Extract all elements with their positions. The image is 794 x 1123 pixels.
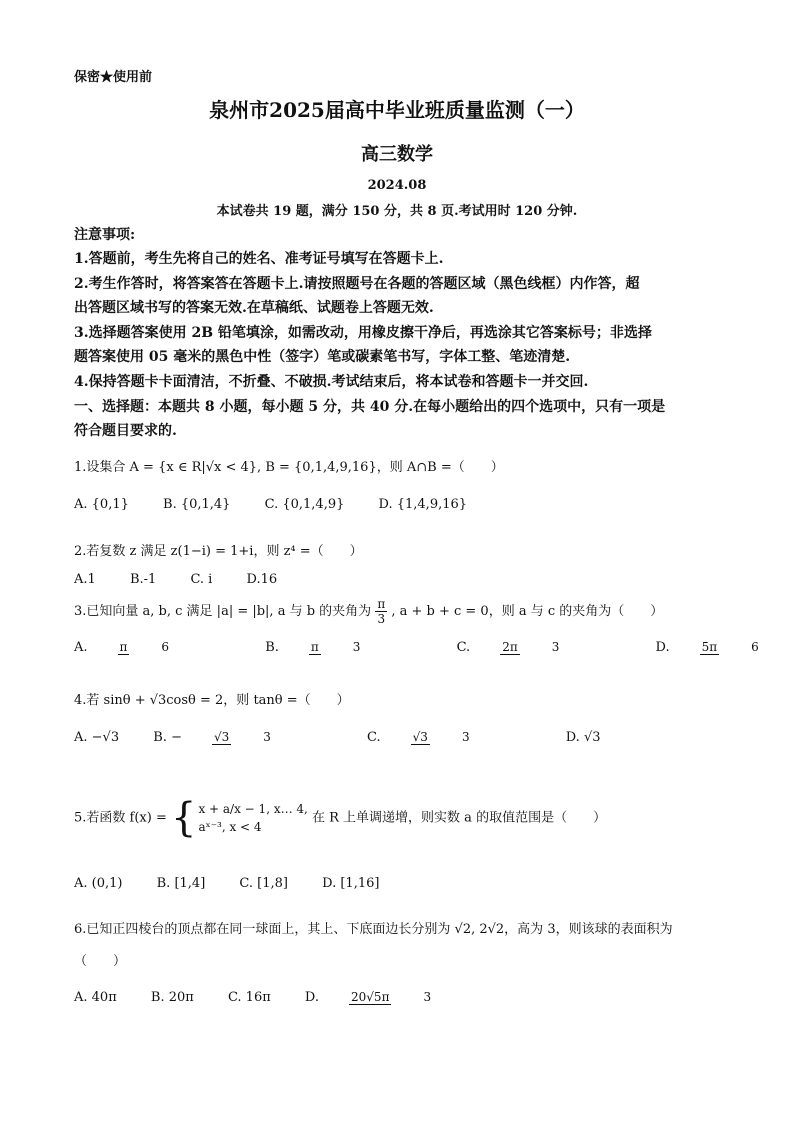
option-c: C. {0,1,4,9} [264, 497, 345, 512]
case-1: x + a/x − 1, x… 4, [198, 802, 308, 816]
exam-date: 2024.08 [367, 178, 427, 193]
option-d: D.16 [246, 572, 278, 587]
option-b: B. − √3 3 [153, 730, 271, 745]
question-3-stem-a: 3.已知向量 a, b, c 满足 |a| = |b|, a 与 b 的夹角为 [74, 604, 372, 619]
question-1: 1.设集合 A = {x ∈ R|√x < 4}, B = {0,1,4,9,16}，则 A∩B =（ ） [74, 460, 504, 475]
subject-title: 高三数学 [361, 144, 433, 165]
confidential-label: 保密★使用前 [74, 70, 153, 85]
option-d: D. √3 [565, 730, 601, 745]
option-c: C. [1,8] [239, 876, 288, 891]
note-3b: 题答案使用 05 毫米的黑色中性（签字）笔或碳素笔书写，字体工整、笔迹清楚. [74, 349, 571, 365]
question-4-options [74, 730, 631, 745]
option-b: B. [1,4] [156, 876, 206, 891]
option-a: A. {0,1} [74, 497, 129, 512]
question-5-stem-a: 5.若函数 f(x) = [74, 810, 167, 826]
brace-icon: { [171, 795, 197, 841]
exam-info: 本试卷共 19 题，满分 150 分，共 8 页.考试用时 120 分钟. [216, 204, 578, 219]
question-6-options [74, 990, 523, 1005]
option-c: C. √3 3 [367, 730, 470, 745]
question-3-options [74, 640, 794, 655]
option-a: A. π 6 [74, 640, 170, 655]
option-b: B. 20π [150, 990, 194, 1005]
option-b: B.-1 [129, 572, 157, 587]
question-3 [74, 597, 663, 626]
note-4: 4.保持答题卡卡面清洁，不折叠、不破损.考试结束后，将本试卷和答题卡一并交回. [74, 374, 589, 390]
note-2a: 2.考生作答时，将答案答在答题卡上.请按照题号在各题的答题区域（黑色线框）内作答，超 [74, 276, 640, 292]
option-a: A. 40π [74, 990, 117, 1005]
option-c: C. 2π 3 [456, 640, 560, 655]
option-b: B. π 3 [265, 640, 361, 655]
fraction-numerator: π [377, 597, 386, 611]
option-a: A. −√3 [74, 730, 120, 745]
note-3a: 3.选择题答案使用 2B 铅笔填涂，如需改动，用橡皮擦干净后，再选涂其它答案标号；非选择 [74, 325, 652, 341]
question-3-stem-b: , a + b + c = 0，则 a 与 c 的夹角为（ ） [391, 604, 664, 619]
notes-heading: 注意事项: [74, 227, 136, 243]
option-d: D. 20√5π 3 [304, 990, 432, 1005]
option-b: B. {0,1,4} [163, 497, 231, 512]
option-a: A. (0,1) [74, 876, 123, 891]
question-2-options [74, 572, 307, 587]
option-d: D. [1,16] [322, 876, 380, 891]
option-d: D. 5π 6 [655, 640, 759, 655]
question-4: 4.若 sinθ + √3cosθ = 2，则 tanθ =（ ） [74, 693, 350, 708]
note-2b: 出答题区域书写的答案无效.在草稿纸、试题卷上答题无效. [74, 300, 434, 316]
option-c: C. i [190, 572, 213, 587]
section-heading-2: 符合题目要求的. [74, 423, 177, 439]
question-2: 2.若复数 z 满足 z(1−i) = 1+i，则 z⁴ =（ ） [74, 544, 363, 559]
option-a: A.1 [74, 572, 96, 587]
option-d: D. {1,4,9,16} [378, 497, 468, 512]
exam-title: 泉州市2025届高中毕业班质量监测（一） [209, 98, 585, 122]
option-c: C. 16π [227, 990, 271, 1005]
question-6-bracket: （ ） [74, 954, 127, 969]
case-2: aˣ⁻³, x < 4 [198, 820, 262, 834]
question-5-options [74, 876, 409, 891]
question-5-stem-b: 在 R 上单调递增，则实数 a 的取值范围是（ ） [312, 810, 607, 826]
piecewise-function [171, 795, 308, 841]
section-heading-1: 一、选择题：本题共 8 小题，每小题 5 分，共 40 分.在每小题给出的四个选项中，只有一项是 [74, 399, 666, 415]
question-1-options [74, 497, 497, 512]
note-1: 1.答题前，考生先将自己的姓名、准考证号填写在答题卡上. [74, 251, 444, 267]
question-5 [74, 795, 607, 841]
fraction-denominator: 3 [377, 612, 386, 626]
question-6: 6.已知正四棱台的顶点都在同一球面上，其上、下底面边长分别为 √2, 2√2，高为 3，则该球的表面积为 [74, 922, 673, 937]
angle-fraction [375, 597, 387, 626]
